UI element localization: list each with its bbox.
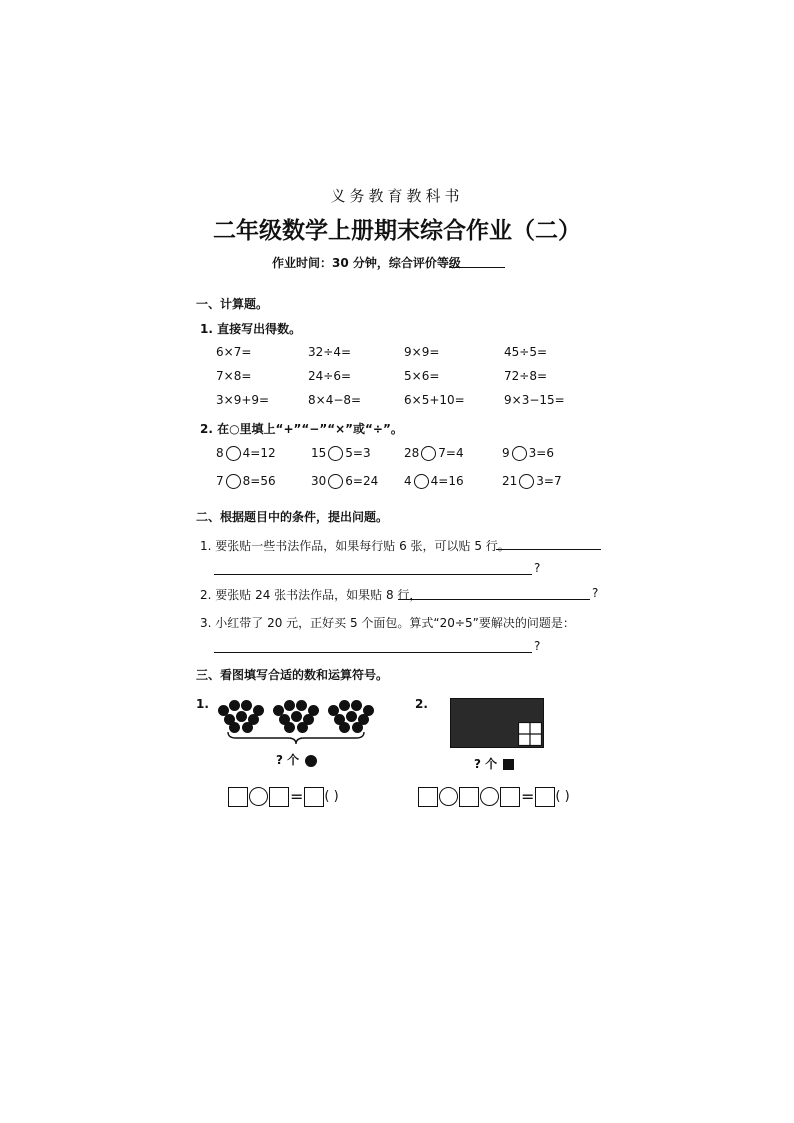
page-title: 二年级数学上册期末综合作业（二） bbox=[213, 218, 581, 244]
operator-circle[interactable] bbox=[249, 787, 268, 806]
unit-parentheses[interactable]: ( ) bbox=[324, 789, 339, 804]
answer-line[interactable] bbox=[214, 652, 532, 653]
equation1: = ( ) bbox=[228, 786, 339, 807]
operator-circle[interactable] bbox=[328, 446, 343, 461]
operator-circle[interactable] bbox=[414, 474, 429, 489]
operator-circle[interactable] bbox=[226, 474, 241, 489]
section3-heading: 三、看图填写合适的数和运算符号。 bbox=[196, 668, 389, 682]
operator-item: 15 5=3 bbox=[311, 446, 371, 460]
calc-item: 32÷4= bbox=[308, 345, 352, 359]
operator-item: 7 8=56 bbox=[216, 474, 276, 488]
operator-circle[interactable] bbox=[439, 787, 458, 806]
operator-item: 8 4=12 bbox=[216, 446, 276, 460]
book-subtitle: 义务教育教科书 bbox=[330, 187, 464, 205]
unit-parentheses[interactable]: ( ) bbox=[555, 789, 570, 804]
picture2-caption: ? 个 bbox=[474, 755, 514, 772]
answer-box[interactable] bbox=[304, 787, 324, 807]
operator-item: 30 6=24 bbox=[311, 474, 379, 488]
operator-circle[interactable] bbox=[519, 474, 534, 489]
operator-circle[interactable] bbox=[226, 446, 241, 461]
calc-item: 6×7= bbox=[216, 345, 252, 359]
calc-item: 9×9= bbox=[404, 345, 440, 359]
calc-item: 72÷8= bbox=[504, 369, 548, 383]
section2-q3: 3. 小红带了 20 元，正好买 5 个面包。算式“20÷5”要解决的问题是： bbox=[200, 616, 575, 630]
operator-circle[interactable] bbox=[421, 446, 436, 461]
section2-q1: 1. 要张贴一些书法作品，如果每行贴 6 张，可以贴 5 行。 bbox=[200, 539, 510, 553]
square-icon bbox=[503, 759, 514, 770]
answer-line[interactable] bbox=[496, 549, 601, 550]
calc-item: 3×9+9= bbox=[216, 393, 270, 407]
answer-box[interactable] bbox=[535, 787, 555, 807]
calc-item: 24÷6= bbox=[308, 369, 352, 383]
section1-q2-label: 2. 在○里填上“+”“−”“×”或“÷”。 bbox=[200, 422, 403, 436]
section1-q1-label: 1. 直接写出得数。 bbox=[200, 322, 302, 336]
calc-item: 6×5+10= bbox=[404, 393, 465, 407]
answer-line[interactable] bbox=[214, 574, 532, 575]
picture2-number: 2. bbox=[415, 697, 428, 711]
question-mark: ? bbox=[534, 639, 541, 653]
question-mark: ? bbox=[534, 561, 541, 575]
operator-circle[interactable] bbox=[480, 787, 499, 806]
answer-box[interactable] bbox=[228, 787, 248, 807]
answer-line[interactable] bbox=[398, 599, 590, 600]
section2-heading: 二、根据题目中的条件，提出问题。 bbox=[196, 510, 389, 524]
answer-box[interactable] bbox=[459, 787, 479, 807]
equation2: = ( ) bbox=[418, 786, 570, 807]
answer-box[interactable] bbox=[269, 787, 289, 807]
small-square-grid bbox=[518, 722, 542, 746]
operator-item: 21 3=7 bbox=[502, 474, 562, 488]
grade-blank[interactable] bbox=[449, 267, 505, 268]
curly-brace bbox=[226, 730, 366, 746]
answer-box[interactable] bbox=[418, 787, 438, 807]
operator-item: 4 4=16 bbox=[404, 474, 464, 488]
operator-item: 28 7=4 bbox=[404, 446, 464, 460]
question-mark: ? bbox=[592, 586, 599, 600]
dot-icon bbox=[305, 755, 317, 767]
picture1-number: 1. bbox=[196, 697, 209, 711]
calc-item: 9×3−15= bbox=[504, 393, 565, 407]
calc-item: 7×8= bbox=[216, 369, 252, 383]
section1-heading: 一、计算题。 bbox=[196, 297, 269, 311]
picture1-caption: ? 个 bbox=[276, 751, 317, 768]
assignment-meta bbox=[272, 254, 461, 271]
calc-item: 45÷5= bbox=[504, 345, 548, 359]
section2-q2: 2. 要张贴 24 张书法作品，如果贴 8 行， bbox=[200, 588, 422, 602]
operator-circle[interactable] bbox=[512, 446, 527, 461]
operator-item: 9 3=6 bbox=[502, 446, 554, 460]
operator-circle[interactable] bbox=[328, 474, 343, 489]
meta-text: 作业时间：30 分钟，综合评价等级 bbox=[272, 256, 461, 270]
answer-box[interactable] bbox=[500, 787, 520, 807]
calc-item: 8×4−8= bbox=[308, 393, 362, 407]
calc-item: 5×6= bbox=[404, 369, 440, 383]
